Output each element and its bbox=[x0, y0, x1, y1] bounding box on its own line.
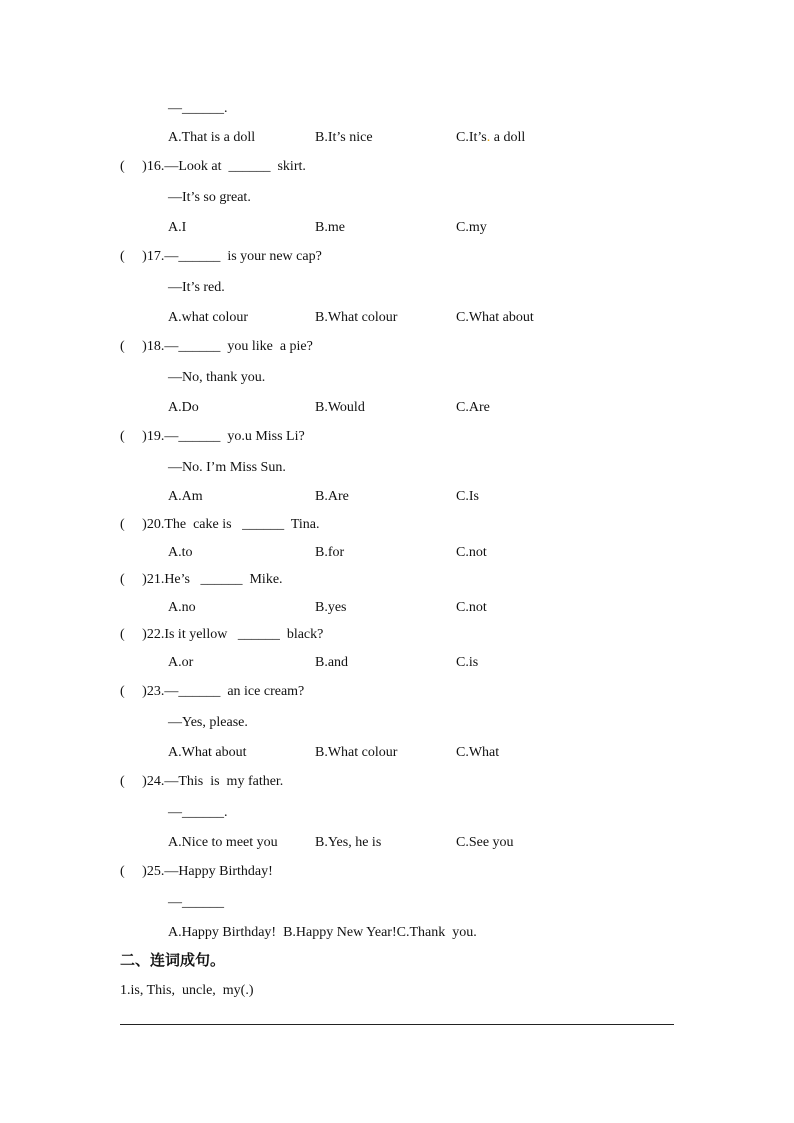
q24-option-b: B.Yes, he is bbox=[315, 835, 382, 850]
q21-option-c: C.not bbox=[456, 600, 487, 615]
q24-option-a: A.Nice to meet you bbox=[168, 835, 278, 850]
q16-stem: ( )16.—Look at ______ skirt. bbox=[120, 159, 306, 174]
q20-stem: ( )20.The cake is ______ Tina. bbox=[120, 517, 320, 532]
q20-option-c: C.not bbox=[456, 545, 487, 560]
q19-reply: —No. I’m Miss Sun. bbox=[168, 460, 286, 475]
sentence-item-1: 1.is, This, uncle, my(.) bbox=[120, 983, 254, 998]
q19-option-c: C.Is bbox=[456, 489, 479, 504]
q24-stem: ( )24.—This is my father. bbox=[120, 774, 284, 789]
q18-option-a: A.Do bbox=[168, 400, 199, 415]
q23-option-c: C.What bbox=[456, 745, 500, 760]
q24-reply: —______. bbox=[168, 805, 228, 820]
q15-option-c-text: C.It’s bbox=[456, 130, 487, 145]
q15-option-c bbox=[456, 129, 525, 147]
q24-option-c: C.See you bbox=[456, 835, 514, 850]
q16-option-c: C.my bbox=[456, 220, 487, 235]
q16-option-b: B.me bbox=[315, 220, 345, 235]
q21-option-a: A.no bbox=[168, 600, 196, 615]
q18-option-b: B.Would bbox=[315, 400, 365, 415]
q25-stem: ( )25.—Happy Birthday! bbox=[120, 864, 273, 879]
q17-option-a: A.what colour bbox=[168, 310, 249, 325]
q15-option-c-dot: . bbox=[486, 130, 491, 145]
q22-stem: ( )22.Is it yellow ______ black? bbox=[120, 627, 324, 642]
q25-options: A.Happy Birthday! B.Happy New Year!C.Thank you. bbox=[168, 925, 477, 940]
q17-reply: —It’s red. bbox=[168, 280, 225, 295]
q25-reply: —______ bbox=[168, 895, 224, 910]
q22-option-c: C.is bbox=[456, 655, 479, 670]
q23-stem: ( )23.—______ an ice cream? bbox=[120, 684, 305, 699]
q18-reply: —No, thank you. bbox=[168, 370, 266, 385]
q23-reply: —Yes, please. bbox=[168, 715, 248, 730]
q15-option-a: A.That is a doll bbox=[168, 130, 256, 145]
q21-option-b: B.yes bbox=[315, 600, 347, 615]
q22-option-a: A.or bbox=[168, 655, 194, 670]
q15-reply: —______. bbox=[168, 101, 228, 116]
q21-stem: ( )21.He’s ______ Mike. bbox=[120, 572, 283, 587]
section-heading: 二、连词成句。 bbox=[120, 951, 226, 969]
q23-option-a: A.What about bbox=[168, 745, 247, 760]
q18-stem: ( )18.—______ you like a pie? bbox=[120, 339, 313, 354]
q23-option-b: B.What colour bbox=[315, 745, 398, 760]
answer-line bbox=[120, 1024, 674, 1025]
q19-option-b: B.Are bbox=[315, 489, 349, 504]
q15-option-c-rest: a doll bbox=[490, 130, 526, 145]
q17-option-b: B.What colour bbox=[315, 310, 398, 325]
q22-option-b: B.and bbox=[315, 655, 349, 670]
q17-stem: ( )17.—______ is your new cap? bbox=[120, 249, 322, 264]
q20-option-a: A.to bbox=[168, 545, 193, 560]
q16-option-a: A.I bbox=[168, 220, 187, 235]
q19-stem: ( )19.—______ yo.u Miss Li? bbox=[120, 429, 305, 444]
q20-option-b: B.for bbox=[315, 545, 345, 560]
q15-option-b: B.It’s nice bbox=[315, 130, 373, 145]
q16-reply: —It’s so great. bbox=[168, 190, 251, 205]
q17-option-c: C.What about bbox=[456, 310, 534, 325]
q18-option-c: C.Are bbox=[456, 400, 490, 415]
q19-option-a: A.Am bbox=[168, 489, 203, 504]
